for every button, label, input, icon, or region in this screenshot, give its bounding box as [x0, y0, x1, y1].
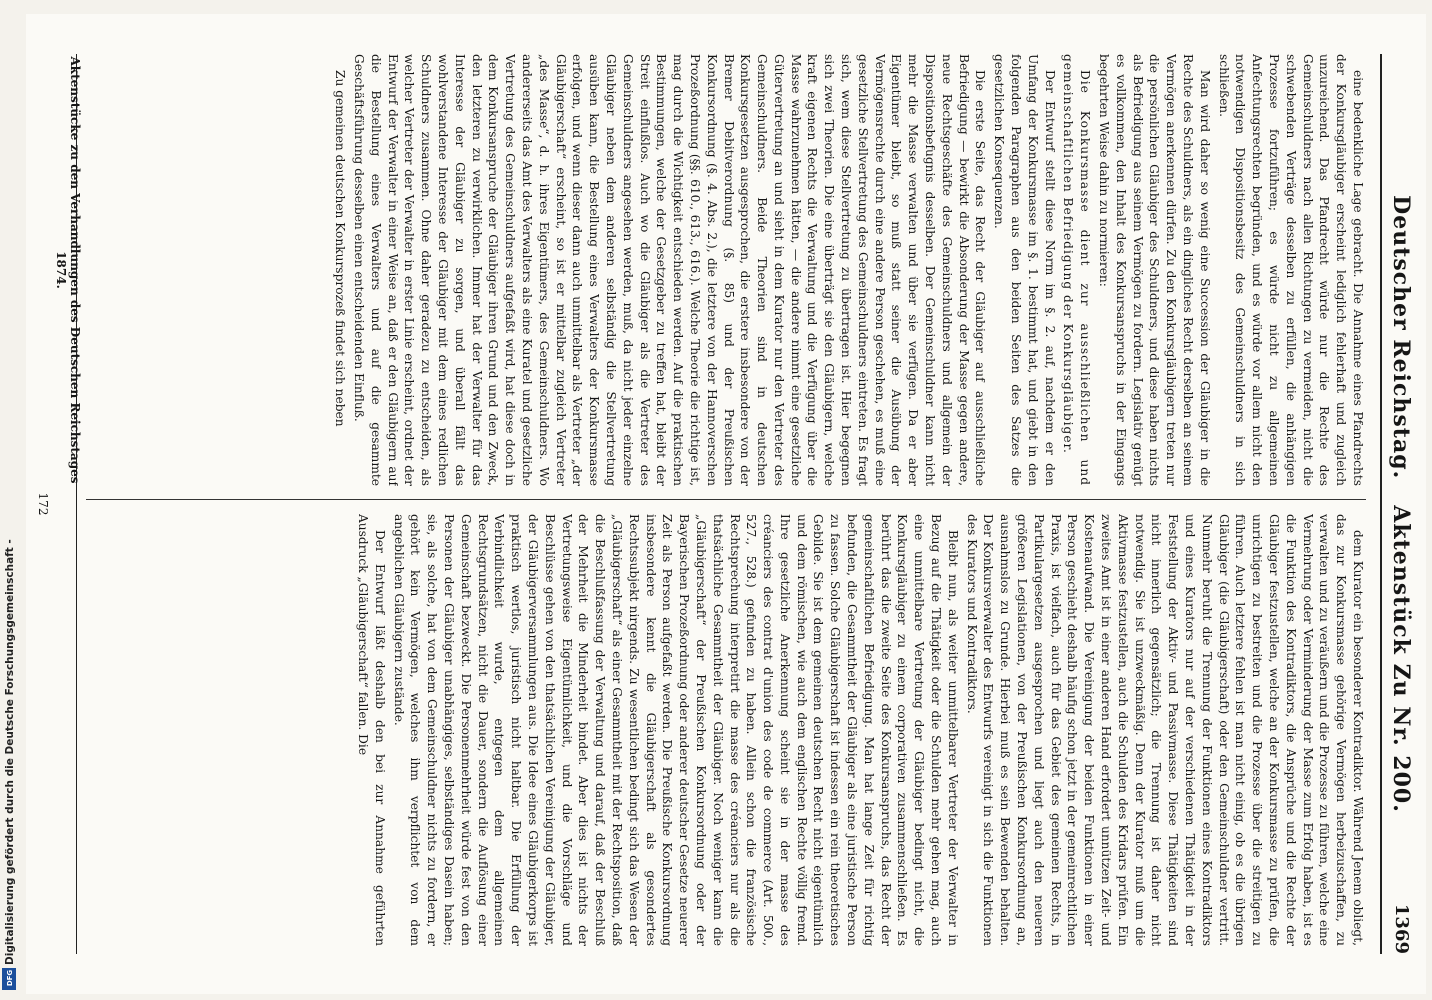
page-content [26, 14, 1426, 994]
paragraph: eine bedenkliche Lage gebracht. Die Annahme eines Pfandrechts der Konkursgläubiger erscheint lediglich fehlerhaft und zugleich unzureichend. Das Pfandrecht würde nur die Rechte des Gemeinschuldners nach allen Richtungen zu vermeiden, nicht die schwebenden Verträge desselben zu erfüllen, die anhängigen Prozesse fortzuführen; es würde nicht zu allgemeinen Anfechtungsrechten begründen, und es würde vor allem nicht den notwendigen Dispositionsbesitz des Gemeinschuldners in sich schließen. [1216, 54, 1365, 486]
digitization-credit [4, 0, 20, 1000]
dfg-logo-icon: DFG [2, 968, 16, 990]
left-column [86, 54, 1366, 486]
page-number: 1369 [1391, 903, 1412, 954]
paragraph: Der Entwurf stellt diese Norm im §. 2. auf, nachdem er den Umfang der Konkursmasse im §. 1. bestimmt hat, und giebt in den folgenden Paragraphen aus den beiden Seiten des Satzes die gesetzlichen Konsequenzen. [992, 54, 1057, 486]
paragraph: Bleibt nun, als weiter unmittelbarer Vertreter der Verwalter in Bezug auf die Thätigkeit oder die Schulden mehr gehen mag, auch eine unmittelbare Vertretung der Gläubiger bedingt nicht, die Konkursgläubiger zu einem corporativen zusammenschließen. Es berührt das die zweite Seite des Konkursanspruchs, das Recht der gemeinschaftlichen Befriedigung. Man hat lange Zeit für richtig befunden, die Gesammtheit der Gläubiger als eine juristische Person zu fassen. Solche Gläubigerschaft ist indessen ein rein theoretisches Gebilde. Sie ist dem gemeinen deutschen Recht nicht eigentümlich und dem römischen, wie auch dem englischen Rechte völlig fremd. Ihre gesetzliche Anerkennung scheint sie in der masse des créanciers des contrat d'union des code de commerce (Art. 500., 527., 528.) gefunden zu haben. Allein schon die französische Rechtsprechung interpretirt die masse des créanciers nur als die thatsächliche Gesammtheit der Gläubiger. Noch weniger kann die „Gläubigerschaft“ der Preußischen Konkursordnung oder der Bayerischen Prozeßordnung oder anderer deutscher Gesetze neuerer Zeit als Person aufgefaßt werden. Die Preußische Konkursordnung insbesondere kennt die Gläubigerschaft als gesondertes Rechtssubjekt nirgends. Zu wesentlichen bedingt sich das Wesen der „Gläubigerschaft“ als einer Gesammtheit mit der Rechtsposition, daß die Beschlußfassung der Verwaltung und darauf, daß der Beschluß der Mehrheit die Minderheit bindet. Aber dies ist nichts der Vertretungsweise Eigentümlichkeit, und die Vorschläge und Beschlüsse gehen von den thatsächlichen Vereinigung der Gläubiger, der Gläubigerversammlungen aus. Die Idee eines Gläubigerkorps ist praktisch wertlos, juristisch nicht haltbar. Die Erfüllung der Verbindlichkeit wurde, entgegen dem allgemeinen Rechtsgrundsätzen, nicht die Dauer, sondern die Auflösung einer Gemeinschaft bezweckt. Die Personenmehrheit würde fest von den Personen der Gläubiger unabhängiges, selbständiges Dasein haben; sie, als solche, hat von dem Gemeinschuldner nichts zu fordern, er gehört kein Vermögen, welches ihm verpflichtet von dem angeblichen Gläubigern zustände. [391, 514, 960, 946]
credit-text: Digitalisierung gefördert durch die Deutsche Forschungsgemeinschaft - [4, 539, 16, 965]
right-column [86, 514, 1366, 946]
sheet-number: 172 [36, 492, 50, 516]
section-title: Aktenstück Zu Nr. 200. [1388, 505, 1414, 813]
scanned-page [26, 14, 1426, 994]
paragraph: dem Kurator ein besonderer Kontradiktor. Während Jenem obliegt, das zur Konkursmasse gehörige Vermögen herbeizuschaffen, zu verwalten und zu veräußern und die Prozesse zu führen, welche eine Vermehrung oder Verminderung der Masse zum Erfolg haben, ist es die Funktion des Kontradiktors, die Ansprüche und die Rechte der Gläubiger festzustellen, welche an der Konkursmasse zu prüfen, die unrichtigen zu bestreiten und die Prozesse über die streitigen zu führen. Auch letztere fehlen ist man nicht einig, ob es die übrigen Gläubiger (die Gläubigerschaft) oder den Gemeinschuldner vertritt. Nunmehr beruht die Trennung der Funktionen eines Kontradiktors und eines Kurators nur auf der verschiedenen Thätigkeit in der Feststellung der Aktiv- und Passivmasse. Diese Thätigkeiten sind nicht innerlich gegensätzlich; die Trennung ist daher nicht notwendig. Sie ist unzweckmäßig. Denn der Kurator muß um die Aktivmasse festzustellen, auch die Schulden des Kridars prüfen. Ein zweites Amt ist in einer anderen Hand erfordert unnützen Zeit- und Kostenaufwand. Die Vereinigung der beiden Funktionen in einer Person geschieht deshalb häufig schon jetzt in der gemeinrechtlichen Praxis, ist vielfach, auch für das Gebiet des gemeinen Rechts, in Partikulargesetzen ausgesprochen und liegt auch den neueren größeren Legislationen, von der Preußischen Konkursordnung an, ausnahmslos zu Grunde. Hierbei muß es sein Bewenden behalten. Der Konkursverwalter des Entwurfs vereinigt in sich die Funktionen des Kurators und Kontradiktors. [964, 514, 1365, 946]
running-title [1388, 54, 1414, 954]
paragraph: Der Entwurf läßt deshalb den bei zur Annahme geführten Ausdruck „Gläubigerschaft“ fallen. Die [355, 514, 387, 946]
column-divider [86, 499, 1366, 500]
paragraph: Man wird daher so wenig eine Succession der Gläubiger in die Rechte des Schuldners, als ein dingliches Recht derselben an seinem Vermögen anerkennen dürfen. Zu den Konkursgläubigern treten nur die persönlichen Gläubiger des Schuldners, und diese haben nichts als Befriedigung aus seinem Vermögen zu fordern. Legislativ genügt es vollkommen, den Inhalt des Konkursanspruchs in der Eingangs begehrten Weise dahin zu normieren: [1097, 54, 1212, 486]
paragraph: Die Konkursmasse dient zur ausschließlichen und gemeinschaftlichen Befriedigung der Konkursgläubiger. [1061, 54, 1093, 486]
footer-caption: Aktenstücke zu den Verhandlungen des Deutschen Reichstages 1874. [54, 56, 82, 484]
journal-title: Deutscher Reichstag. [1388, 195, 1414, 480]
page-header [1380, 54, 1416, 954]
paragraph: Zu gemeinen deutschen Konkursprozeß findet sich neben [333, 70, 348, 427]
paragraph: Die erste Seite, das Recht der Gläubiger auf ausschließliche Befriedigung — bewirkt die Absonderung der Masse gegen andere, neue Rechtsgeschäfte des Gemeinschuldners und allgemein der Dispositionsbefugnis desselben. Der Gemeinschuldner kann nicht mehr die Masse verwalten und über sie verfügen. Da er aber Eigentümer bleibt, so muß statt seiner die Ausübung der Vermögensrechte durch eine andere Person geschehen, es muß eine gesetzliche Stellvertretung des Gemeinschuldners eintreten. Es fragt sich, wem diese Stellvertretung zu übertragen ist. Hier begegnen sich zwei Theorien. Die eine überträgt sie den Gläubigern, welche kraft eigenen Rechts die Verwaltung und die Verfügung über die Masse wahrzunehmen hätten, — die andere nimmt eine gesetzliche Gütervertretung an und sieht in dem Kurator nur den Vertreter des Gemeinschuldners. Beide Theorien sind in deutschen Konkursgesetzen ausgesprochen, die erstere insbesondere von der Bremer Debitverordnung (§. 85) und der Preußischen Konkursordnung (§. 4. Abs. 2.), die letztere von der Hannoverschen Prozeßordnung (§§. 610., 613., 616.). Welche Theorie die richtige ist, mag durch die Wichtigkeit entschieden werden. Auf die praktischen Bestimmungen, welche der Gesetzgeber zu treffen hat, bleibt der Streit einflußlos. Auch wo die Gläubiger als die Vertreter des Gemeinschuldners angesehen werden, muß, da nicht jeder einzelne Gläubiger neben dem anderen selbständig die Stellvertretung ausüben kann, die Bestellung eines Verwalters der Konkursmasse erfolgen, und wenn dieser dann auch unmittelbar als Vertreter „der Gläubigerschaft“ erscheint, so ist er mittelbar zugleich Vertreter „des Masse“, d. h. ihres Eigentümers, des Gemeinschuldners. Wo andererseits das Amt des Verwalters als eine Kuratel und gesetzliche Vertretung des Gemeinschuldners aufgefaßt wird, hat diese doch in dem Konkursanspruche der Gläubiger ihren Grund und den Zweck, den letzteren zu verwirklichen. Immer hat der Verwalter für das Interesse der Gläubiger zu sorgen, und überall fällt das wohlverstandene Interesse der Gläubiger mit dem eines redlichen Schuldners zusammen. Ohne daher geradezu zu entscheiden, als welcher Vertreter der Verwalter in erster Linie erscheint, ordnet der Entwurf der Verwalter in einer Weise an, daß er den Gläubigern auf die Bestellung eines Verwalters und auf die gesammte Geschäftsführung desselben einen entscheidenden Einfluß. [351, 54, 988, 486]
